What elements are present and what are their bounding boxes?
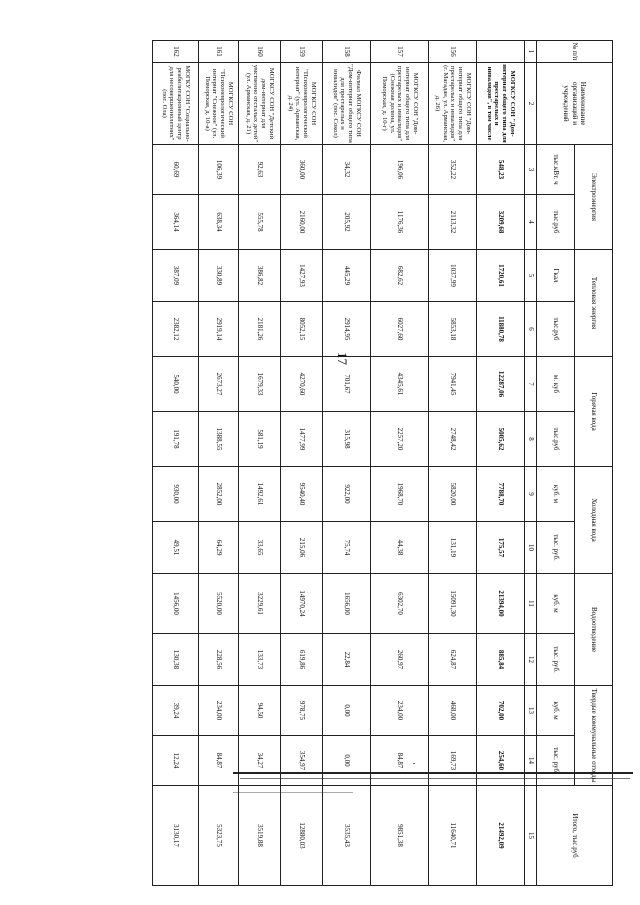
header-total: Итого, тыс.руб — [537, 786, 613, 886]
ws-qty: 702,00 — [477, 686, 525, 736]
total: 3130,17 — [153, 786, 199, 886]
ws-sum: 34,27 — [239, 736, 281, 786]
el-sum: 1176,36 — [371, 195, 429, 250]
el-qty: 60,69 — [153, 145, 199, 195]
cw-sum: 33,65 — [239, 522, 281, 574]
table-row — [199, 41, 239, 886]
heat-qty: 387,09 — [153, 250, 199, 302]
el-sum: 2160,00 — [281, 195, 323, 250]
header-cold-water: Холодная вода — [575, 467, 613, 574]
column-number: 3 — [525, 145, 537, 195]
heat-qty: 1427,93 — [281, 250, 323, 302]
el-qty: 548,23 — [477, 145, 525, 195]
el-qty: 34,32 — [323, 145, 371, 195]
sw-sum: 130,38 — [153, 634, 199, 686]
hw-qty: 4345,61 — [371, 357, 429, 412]
total: 5323,75 — [199, 786, 239, 886]
cw-qty: 922,00 — [323, 467, 371, 522]
org-name: МОГКСУ СОН "Дом-интернат общего типа для престарелых и инвалидов" (Снежная долина, ул. Поморская, д. 10-г) — [371, 63, 429, 145]
cw-qty: 930,00 — [153, 467, 199, 522]
sw-sum: 624,87 — [429, 634, 477, 686]
sw-sum: 260,97 — [371, 634, 429, 686]
el-sum: 2113,32 — [429, 195, 477, 250]
el-qty: 352,22 — [429, 145, 477, 195]
el-sum: 638,34 — [199, 195, 239, 250]
subheader-cw-sum: тыс. руб. — [537, 522, 575, 574]
heat-sum: 2914,95 — [323, 302, 371, 357]
row-number: 159 — [281, 41, 323, 63]
ws-qty: 978,75 — [281, 686, 323, 736]
org-name: МОГКСУ СОН "Психоневрологический интернат" (ул. Арманская, д. 24) — [281, 63, 323, 145]
sw-qty: 1656,00 — [323, 574, 371, 634]
cw-sum: 64,29 — [199, 522, 239, 574]
total: 12880,03 — [281, 786, 323, 886]
heat-sum: 5853,18 — [429, 302, 477, 357]
column-number: 15 — [525, 786, 537, 886]
hw-sum: 191,78 — [153, 412, 199, 467]
sw-qty: 3229,61 — [239, 574, 281, 634]
heat-qty: 1037,99 — [429, 250, 477, 302]
subheader-ws-sum: тыс. руб. — [537, 736, 575, 786]
ws-qty: 468,00 — [429, 686, 477, 736]
header-name: Наименование организаций и учреждений — [537, 63, 613, 145]
subheader-hw-qty: м. куб — [537, 357, 575, 412]
ws-qty: 39,24 — [153, 686, 199, 736]
el-sum: 364,14 — [153, 195, 199, 250]
hw-sum: 2257,20 — [371, 412, 429, 467]
column-number: 9 — [525, 467, 537, 522]
column-number: 1 — [525, 41, 537, 63]
org-name: МОГКСУ СОН "Психоневрологический интернат "Снежное" (ул. Поморская, д. 10-а) — [199, 63, 239, 145]
org-name: МОГКСУ СОН "Дом-интернат общего типа для престарелых и инвалидов" (г. Магадан, ул. Арманская, д. 26) — [429, 63, 477, 145]
row-number: 156 — [429, 41, 477, 63]
hw-sum: 2748,42 — [429, 412, 477, 467]
sw-qty: 21394,00 — [477, 574, 525, 634]
column-number: 12 — [525, 634, 537, 686]
subheader-heat-qty: Гкал — [537, 250, 575, 302]
sw-sum: 885,84 — [477, 634, 525, 686]
el-qty: 106,39 — [199, 145, 239, 195]
heat-qty: 682,62 — [371, 250, 429, 302]
cw-qty: 1492,61 — [239, 467, 281, 522]
column-number: 10 — [525, 522, 537, 574]
cw-qty: 2852,00 — [199, 467, 239, 522]
el-sum: 3209,68 — [477, 195, 525, 250]
sw-qty: 1456,00 — [153, 574, 199, 634]
heat-sum: 2382,12 — [153, 302, 199, 357]
column-number: 5 — [525, 250, 537, 302]
cw-qty: 9540,40 — [281, 467, 323, 522]
ws-sum: 169,73 — [429, 736, 477, 786]
cw-qty: 7788,70 — [477, 467, 525, 522]
ws-qty: 234,00 — [371, 686, 429, 736]
cw-qty: 5820,00 — [429, 467, 477, 522]
hw-sum: 1477,99 — [281, 412, 323, 467]
row-number: 160 — [239, 41, 281, 63]
total: 3535,43 — [323, 786, 371, 886]
heat-qty: 330,89 — [199, 250, 239, 302]
hw-qty: 2673,27 — [199, 357, 239, 412]
header-electricity: Электроэнергия — [575, 145, 613, 250]
total: 11640,71 — [429, 786, 477, 886]
el-qty: 196,06 — [371, 145, 429, 195]
cw-qty: 1968,70 — [371, 467, 429, 522]
column-number: 4 — [525, 195, 537, 250]
subheader-sw-sum: тыс. руб. — [537, 634, 575, 686]
subheader-el-qty: тыс.кВт. ч — [537, 145, 575, 195]
ws-qty: 234,00 — [199, 686, 239, 736]
ws-sum: 84,87 — [199, 736, 239, 786]
hw-qty: 4270,60 — [281, 357, 323, 412]
table-row — [323, 41, 371, 886]
ws-sum: 84,87 — [371, 736, 429, 786]
column-number: 7 — [525, 357, 537, 412]
subheader-el-sum: тыс.руб — [537, 195, 575, 250]
subheader-sw-qty: куб. м — [537, 574, 575, 634]
subheader-cw-qty: куб. м — [537, 467, 575, 522]
header-num: № п/п — [537, 41, 613, 63]
hw-qty: 1679,33 — [239, 357, 281, 412]
el-qty: 360,00 — [281, 145, 323, 195]
row-number: 158 — [323, 41, 371, 63]
table-row — [477, 41, 525, 886]
heat-sum: 8052,15 — [281, 302, 323, 357]
el-sum: 205,92 — [323, 195, 371, 250]
header-heat: Тепловая энергия — [575, 250, 613, 357]
sw-qty: 15091,30 — [429, 574, 477, 634]
total: 3519,88 — [239, 786, 281, 886]
hw-sum: 1388,55 — [199, 412, 239, 467]
page-number: 17 — [335, 352, 350, 365]
org-name: МОГКСУ СОН "Детский дом-интернат для умственно отсталых детей" (ул. Арманская, д. 21) — [239, 63, 281, 145]
org-name: МОГКСУ СОН "Дом-интернат общего типа для престарелых и инвалидов", в том числе — [477, 63, 525, 145]
column-number: 14 — [525, 736, 537, 786]
subheader-hw-sum: тыс.руб — [537, 412, 575, 467]
sw-qty: 14970,24 — [281, 574, 323, 634]
sw-qty: 6302,70 — [371, 574, 429, 634]
row-number: 157 — [371, 41, 429, 63]
heat-qty: 386,82 — [239, 250, 281, 302]
table-row — [153, 41, 199, 886]
header-sewage: Водоотведение — [575, 574, 613, 686]
sw-sum: 22,84 — [323, 634, 371, 686]
column-number: 8 — [525, 412, 537, 467]
el-qty: 92,63 — [239, 145, 281, 195]
column-number: 13 — [525, 686, 537, 736]
org-name: МОГКУ СОН "Социально-реабилитационный центр для несовершеннолетних" (пос. Ола) — [153, 63, 199, 145]
hw-qty: 7941,45 — [429, 357, 477, 412]
heat-sum: 6027,60 — [371, 302, 429, 357]
hw-qty: 540,00 — [153, 357, 199, 412]
hw-sum: 315,98 — [323, 412, 371, 467]
row-number: 162 — [153, 41, 199, 63]
ws-sum: 354,97 — [281, 736, 323, 786]
cw-sum: 175,57 — [477, 522, 525, 574]
el-sum: 555,78 — [239, 195, 281, 250]
heat-sum: 11880,78 — [477, 302, 525, 357]
cw-sum: 131,19 — [429, 522, 477, 574]
cw-sum: 215,06 — [281, 522, 323, 574]
sw-sum: 228,56 — [199, 634, 239, 686]
heat-sum: 2181,26 — [239, 302, 281, 357]
row-number: 161 — [199, 41, 239, 63]
cw-sum: 44,38 — [371, 522, 429, 574]
ws-qty: 0,00 — [323, 686, 371, 736]
hw-qty: 12287,06 — [477, 357, 525, 412]
org-name: Филиал МОГКСУ СОН "Дом-интернат общего типа для престарелых и инвалидов" (пос. Сокол) — [323, 63, 371, 145]
rotated-table-wrapper — [153, 40, 613, 885]
column-number: 6 — [525, 302, 537, 357]
cw-sum: 49,51 — [153, 522, 199, 574]
hw-sum: 581,19 — [239, 412, 281, 467]
sw-sum: 133,73 — [239, 634, 281, 686]
heat-sum: 2919,14 — [199, 302, 239, 357]
cw-sum: 75,74 — [323, 522, 371, 574]
ws-sum: 0,00 — [323, 736, 371, 786]
ws-sum: 254,60 — [477, 736, 525, 786]
heat-qty: 445,29 — [323, 250, 371, 302]
table-body — [153, 41, 525, 886]
table-row — [281, 41, 323, 886]
hw-qty: 701,67 — [323, 357, 371, 412]
hw-sum: 5005,62 — [477, 412, 525, 467]
sw-qty: 5520,00 — [199, 574, 239, 634]
utilities-table — [152, 40, 613, 886]
table-row — [371, 41, 429, 886]
ws-sum: 12,24 — [153, 736, 199, 786]
column-number: 2 — [525, 63, 537, 145]
ws-qty: 94,50 — [239, 686, 281, 736]
column-number: 11 — [525, 574, 537, 634]
sw-sum: 619,86 — [281, 634, 323, 686]
total: 9851,38 — [371, 786, 429, 886]
table-row — [429, 41, 477, 886]
header-hot-water: Горячая вода — [575, 357, 613, 467]
table-row — [239, 41, 281, 886]
subheader-heat-sum: тыс.руб — [537, 302, 575, 357]
heat-qty: 1720,61 — [477, 250, 525, 302]
row-number — [477, 41, 525, 63]
header-waste: Твердые коммунальные отходы — [575, 686, 613, 786]
total: 21492,09 — [477, 786, 525, 886]
subheader-ws-qty: куб. м — [537, 686, 575, 736]
